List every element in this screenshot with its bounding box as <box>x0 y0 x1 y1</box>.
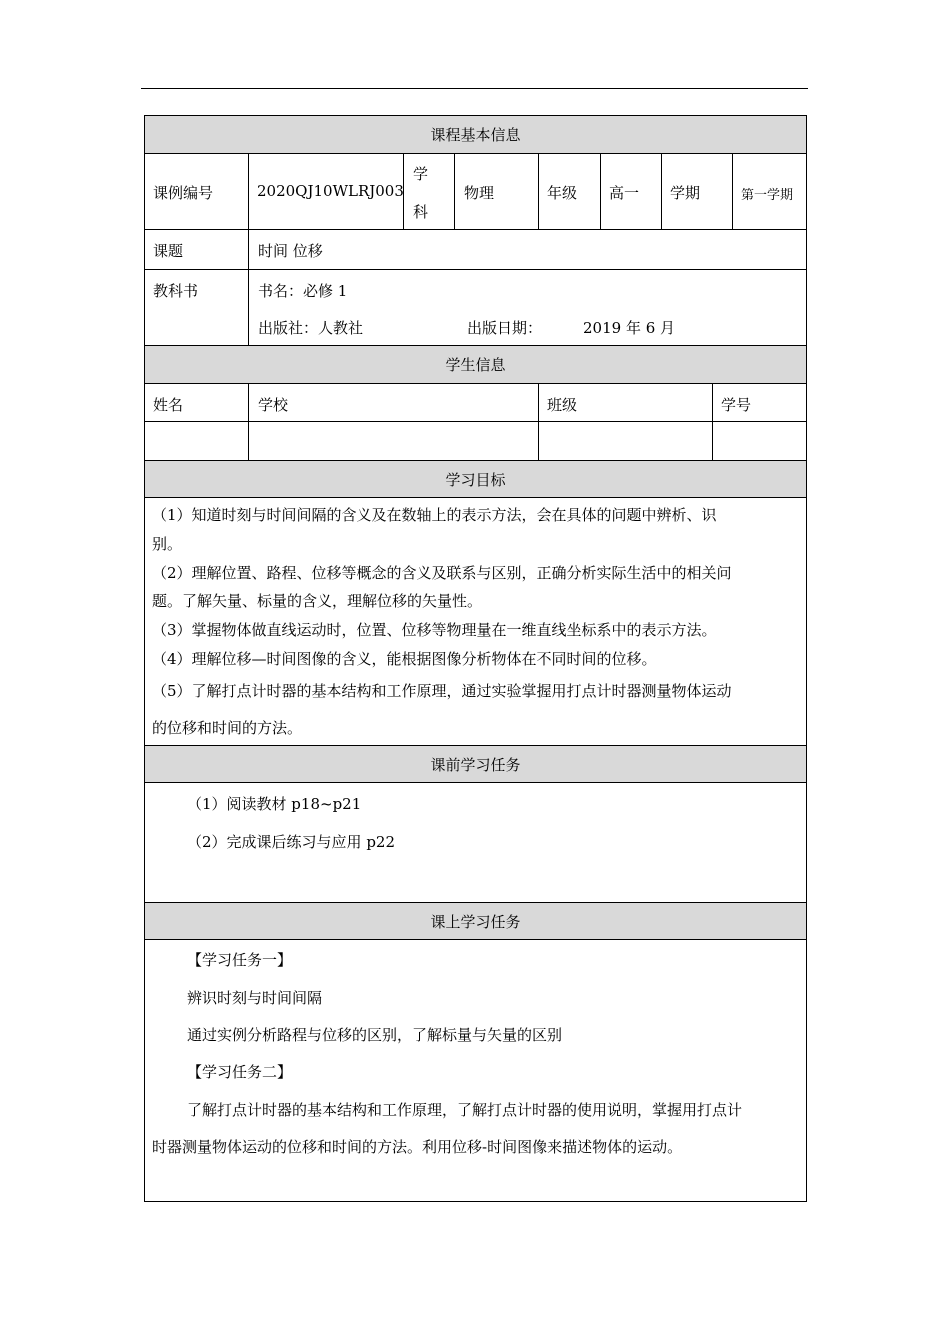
col-divider <box>600 154 601 229</box>
objectives-header-text: 学习目标 <box>445 470 506 489</box>
student-name-label: 姓名 <box>153 396 184 414</box>
pre-class-header <box>144 745 807 783</box>
objective-line: 的位移和时间的方法。 <box>152 719 303 737</box>
subject-label-bottom: 科 <box>413 203 429 221</box>
topic-label: 课题 <box>153 242 184 260</box>
objective-line: （5）了解打点计时器的基本结构和工作原理，通过实验掌握用打点计时器测量物体运动 <box>152 682 732 700</box>
task2-title: 【学习任务二】 <box>187 1063 293 1081</box>
objective-line: 别。 <box>152 535 183 553</box>
basic-info-header <box>144 115 807 154</box>
col-divider <box>538 154 539 229</box>
term-value: 第一学期 <box>741 188 794 203</box>
student-info-header <box>144 345 807 384</box>
objective-line: （2）理解位置、路程、位移等概念的含义及联系与区别，正确分析实际生活中的相关问 <box>152 564 732 582</box>
objective-line: 题。了解矢量、标量的含义，理解位移的矢量性。 <box>152 592 483 610</box>
page-top-rule <box>141 88 808 89</box>
publisher: 出版社：人教社 <box>258 319 364 337</box>
grade-label: 年级 <box>547 184 578 202</box>
col-divider <box>732 154 733 229</box>
row-divider <box>144 421 807 422</box>
case-id-label: 课例编号 <box>153 184 214 202</box>
objective-line: （3）掌握物体做直线运动时，位置、位移等物理量在一维直线坐标系中的表示方法。 <box>152 621 717 639</box>
col-divider <box>248 154 249 345</box>
col-divider <box>454 154 455 229</box>
task1-line: 通过实例分析路程与位移的区别，了解标量与矢量的区别 <box>187 1026 563 1044</box>
term-label: 学期 <box>670 184 701 202</box>
case-id-value: 2020QJ10WLRJ003 <box>257 182 404 200</box>
pre-class-task: （2）完成课后练习与应用 p22 <box>187 833 396 851</box>
student-school-label: 学校 <box>258 396 289 414</box>
grade-value: 高一 <box>609 184 640 202</box>
subject-value: 物理 <box>464 184 495 202</box>
book-name: 书名：必修 1 <box>258 282 348 300</box>
objectives-header <box>144 460 807 498</box>
student-class-label: 班级 <box>547 396 578 414</box>
row-divider <box>144 269 807 270</box>
task2-line: 了解打点计时器的基本结构和工作原理，了解打点计时器的使用说明，掌握用打点计 <box>187 1101 743 1119</box>
task2-line: 时器测量物体运动的位移和时间的方法。利用位移-时间图像来描述物体的运动。 <box>152 1138 683 1156</box>
objective-line: （4）理解位移—时间图像的含义，能根据图像分析物体在不同时间的位移。 <box>152 650 657 668</box>
col-divider <box>538 384 539 460</box>
topic-value: 时间 位移 <box>258 242 323 260</box>
col-divider <box>248 384 249 460</box>
basic-info-header-text: 课程基本信息 <box>430 126 521 144</box>
pre-class-task: （1）阅读教材 p18~p21 <box>187 795 362 813</box>
task1-title: 【学习任务一】 <box>187 951 293 969</box>
in-class-header <box>144 902 807 940</box>
student-id-label: 学号 <box>721 396 752 414</box>
in-class-header-text: 课上学习任务 <box>430 912 521 931</box>
pub-date-value: 2019 年 6 月 <box>583 319 676 337</box>
pre-class-header-text: 课前学习任务 <box>430 755 521 774</box>
task1-line: 辨识时刻与时间间隔 <box>187 989 323 1007</box>
col-divider <box>661 154 662 229</box>
textbook-label: 教科书 <box>153 282 199 300</box>
objective-line: （1）知道时刻与时间间隔的含义及在数轴上的表示方法，会在具体的问题中辨析、识 <box>152 506 717 524</box>
row-divider <box>144 229 807 230</box>
pub-date-label: 出版日期： <box>467 319 543 337</box>
student-info-header-text: 学生信息 <box>445 356 506 374</box>
col-divider <box>712 384 713 460</box>
subject-label-top: 学 <box>413 165 429 183</box>
